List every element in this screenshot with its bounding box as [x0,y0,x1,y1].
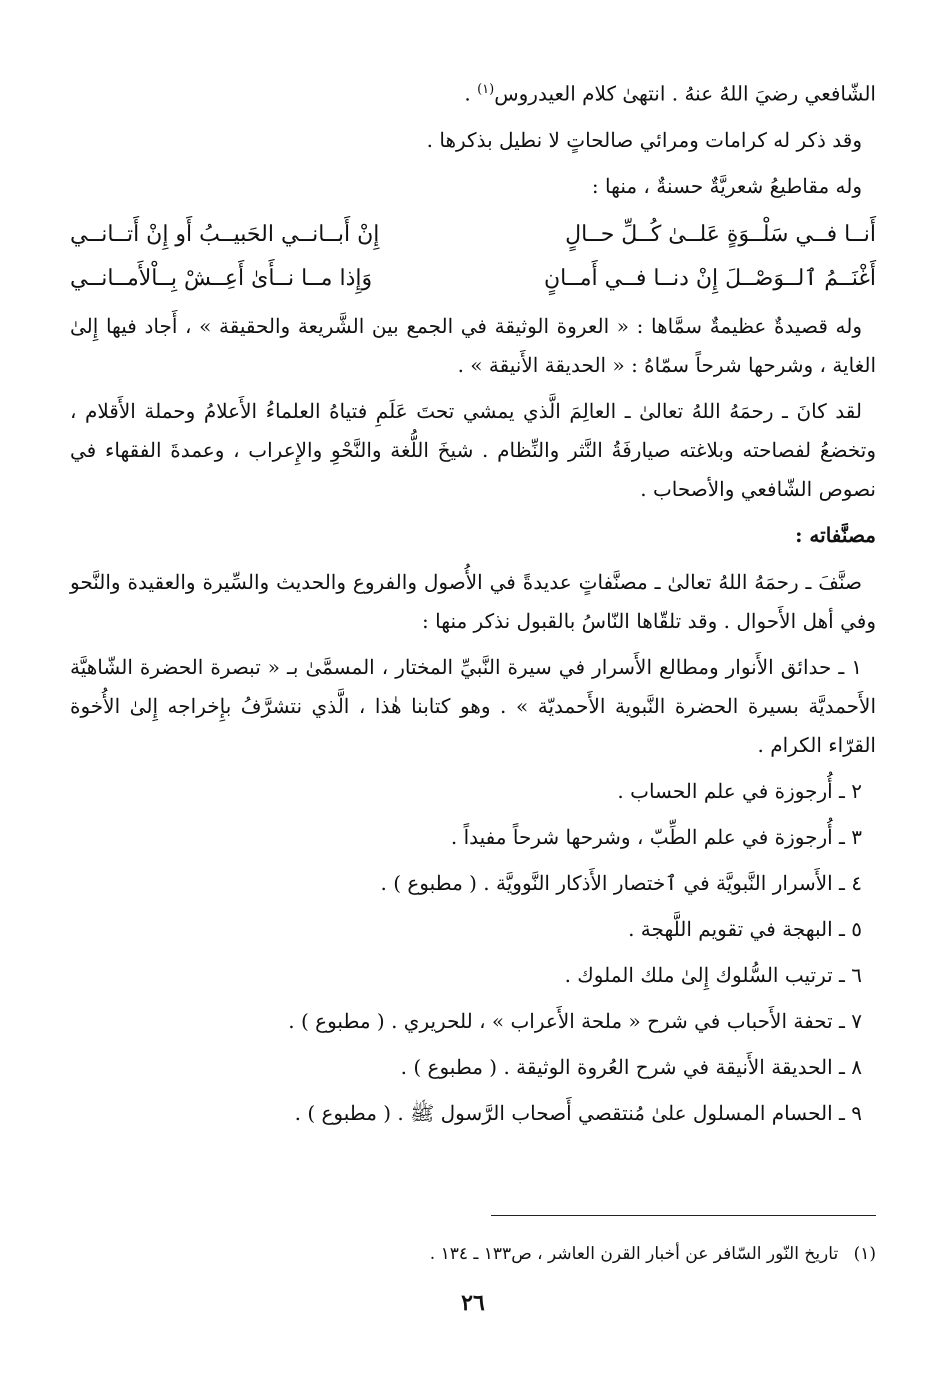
list-item: ٤ ـ الأَسرار النَّبويَّة في ٱختصار الأَذكار النَّوويَّة . ( مطبوع ) . [380,870,862,895]
verse-second-hemistich: وَإِذا مــا نــأَىٰ أَعِــشْ بِــاْلأَمــانــي [70,265,373,291]
list-item: ٥ ـ البهجة في تقويم اللَّهجة . [628,916,862,941]
footnote-number: (١) [853,1244,876,1264]
paragraph-miracles: وقد ذكر له كرامات ومرائي صالحاتٍ لا نطيل بذكرها . [426,127,862,152]
footnote-divider [491,1215,876,1216]
section-heading: مصنَّفاته : [795,522,876,547]
list-item: ٣ ـ أُرجوزة في علم الطِّبّ ، وشرحها شرحاً مفيداً . [450,824,862,849]
footnote-reference[interactable]: (١) [477,82,495,97]
works-list [70,648,876,1133]
list-item: ٢ ـ أُرجوزة في علم الحساب . [617,778,862,803]
poem [70,213,876,301]
footnote-text: تاريخ النّور السّافر عن أخبار القرن العاشر ، ص١٣٣ ـ ١٣٤ . [429,1244,839,1264]
list-item: ٧ ـ تحفة الأَحباب في شرح « ملحة الأَعراب » ، للحريري . ( مطبوع ) . [288,1008,862,1033]
list-item: ٨ ـ الحديقة الأَنيقة في شرح العُروة الوثيقة . ( مطبوع ) . [400,1054,862,1079]
paragraph-continuation [70,70,876,114]
list-item: ٩ ـ الحسام المسلول علىٰ مُنتقصي أَصحاب الرَّسول ﷺ . ( مطبوع ) . [294,1100,862,1125]
page-body [70,70,876,1140]
page-number: ٢٦ [461,1290,485,1316]
paragraph-qasida: وله قصيدةٌ عظيمةٌ سمَّاها : « العروة الوثيقة في الجمع بين الشَّريعة والحقيقة » ، أَجاد فيها إِلىٰ الغاية ، وشرحها شرحاً سمّاهُ : « الحديقة الأَنيقة » . [70,313,876,377]
verse-second-hemistich: إِنْ أَبــانــي الحَبيــبُ أَو إِنْ أَتــانــي [70,221,380,247]
list-item: ٦ ـ ترتيب السُّلوك إِلىٰ ملك الملوك . [564,962,862,987]
paragraph-poetry-intro: وله مقاطيعُ شعريَّةٌ حسنةٌ ، منها : [591,173,862,198]
paragraph-text: الشّافعي رضيَ اللهُ عنهُ . انتهىٰ كلام العيدروس [494,81,876,106]
footnote [380,1240,876,1268]
paragraph-end: . [464,81,478,106]
paragraph-works-intro: صنَّفَ ـ رحمَهُ اللهُ تعالىٰ ـ مصنَّفاتٍ عديدةً في الأُصول والفروع والحديث والسِّيرة والعقيدة والنَّحو وفي أهل الأَحوال . وقد تلقّاها النّاسُ بالقبول نذكر منها : [70,569,876,633]
verse-first-hemistich: أَغْنَــمُ ٱلــوَصْــلَ إِنْ دنــا فــي أَمــانٍ [543,265,876,291]
poem-verse [70,213,876,257]
paragraph-biography: لقد كانَ ـ رحمَهُ اللهُ تعالىٰ ـ العالِمَ الَّذي يمشي تحتَ عَلَمِ فتياهُ العلماءُ الأَعلامُ وحملة الأَقلام ، وتخضعُ لفصاحته وبلاغته صيارفَةُ النَّثر والنِّظام . شيخَ اللُّغة والنَّحْوِ والإِعراب ، وعمدةَ الفقهاء في نصوص الشّافعي والأصحاب . [70,398,876,501]
list-item: ١ ـ حدائق الأَنوار ومطالع الأَسرار في سيرة النَّبيِّ المختار ، المسمَّىٰ بـ « تبصرة الحضرة الشّاهيَّة الأَحمديَّة بسيرة الحضرة النَّبوية الأَحمديّة » . وهو كتابنا هٰذا ، الَّذي نتشرَّفُ بإِخراجه إِلىٰ الأُخوة القرّاء الكرام . [70,654,876,757]
poem-verse [70,257,876,301]
verse-first-hemistich: أَنــا فــي سَلْــوَةٍ عَلــىٰ كُــلِّ حــالٍ [565,221,876,247]
